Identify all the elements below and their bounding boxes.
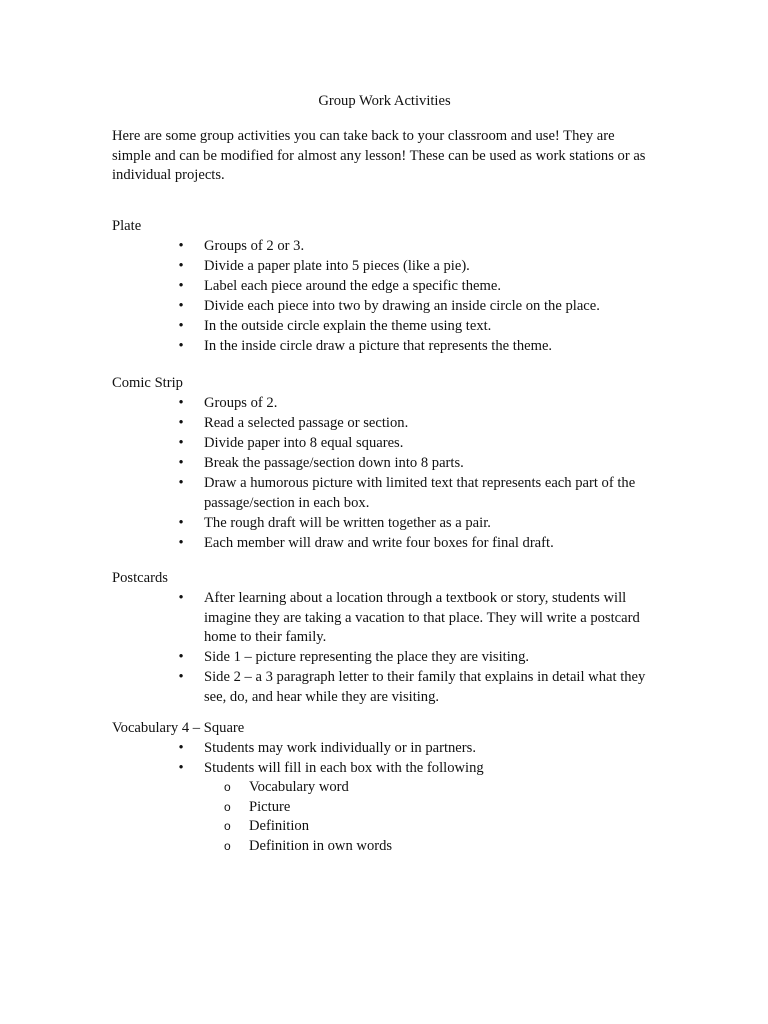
bullet-icon: • [178,298,184,314]
bullet-icon: • [178,534,184,551]
bullet-icon: • [178,435,184,451]
section-heading-postcards: Postcards [112,570,168,586]
list-item: • Read a selected passage or section. [176,414,656,434]
section-heading-plate: Plate [112,218,142,234]
bullet-icon: • [178,649,184,665]
bullet-icon: • [178,590,184,606]
sub-list-item: o Picture [224,798,624,818]
vocabulary-sublist [224,778,624,856]
section-heading-vocabulary: Vocabulary 4 – Square [112,720,245,736]
sub-list-item: o Vocabulary word [224,778,624,798]
list-item: • In the inside circle draw a picture that represents the theme. [176,337,656,357]
list-item: • Students will fill in each box with the following [176,759,656,779]
list-item: • Each member will draw and write four boxes for final draft. [176,534,656,554]
bullet-icon: • [178,395,184,411]
sub-list-item: o Definition in own words [224,837,624,857]
list-item: • Students may work individually or in partners. [176,739,656,759]
bullet-icon: • [178,514,184,531]
list-item: • Side 2 – a 3 paragraph letter to their family that explains in detail what they see, do, and hear while they are visiting. [176,668,656,707]
list-item: • Side 1 – picture representing the place they are visiting. [176,648,656,668]
circle-bullet-icon: o [224,819,231,833]
list-item: • Divide each piece into two by drawing an inside circle on the place. [176,297,656,317]
bullet-icon: • [178,669,184,685]
bullet-icon: • [178,760,184,776]
comic-strip-list [176,394,656,554]
bullet-icon: • [178,318,184,334]
list-item: • Draw a humorous picture with limited text that represents each part of the passage/section in each box. [176,474,656,513]
list-item: • Groups of 2 or 3. [176,237,656,257]
bullet-icon: • [178,455,184,471]
list-item: • The rough draft will be written together as a pair. [176,514,656,534]
list-item: • Divide a paper plate into 5 pieces (like a pie). [176,257,656,277]
intro-paragraph: Here are some group activities you can take back to your classroom and use! They are simple and can be modified for almost any lesson! These can be used as work stations or as individual projects. [112,128,646,183]
circle-bullet-icon: o [224,799,231,814]
circle-bullet-icon: o [224,780,231,794]
sub-list-item: o Definition [224,817,624,837]
bullet-icon: • [178,475,184,491]
document-title: Group Work Activities [318,93,451,109]
list-item: • Divide paper into 8 equal squares. [176,434,656,454]
postcards-list [176,589,656,708]
bullet-icon: • [178,238,184,254]
bullet-icon: • [178,740,184,756]
list-item: • Groups of 2. [176,394,656,414]
bullet-icon: • [178,338,184,354]
bullet-icon: • [178,278,184,294]
plate-list [176,237,656,357]
list-item: • Break the passage/section down into 8 parts. [176,454,656,474]
list-item: • In the outside circle explain the theme using text. [176,317,656,337]
bullet-icon: • [178,415,184,431]
bullet-icon: • [178,258,184,274]
list-item: • After learning about a location through a textbook or story, students will imagine they are taking a vacation to that place. They will write a postcard home to their family. [176,589,656,648]
list-item: • Label each piece around the edge a specific theme. [176,277,656,297]
vocabulary-list [176,739,656,779]
circle-bullet-icon: o [224,838,231,853]
section-heading-comic-strip: Comic Strip [112,375,183,391]
